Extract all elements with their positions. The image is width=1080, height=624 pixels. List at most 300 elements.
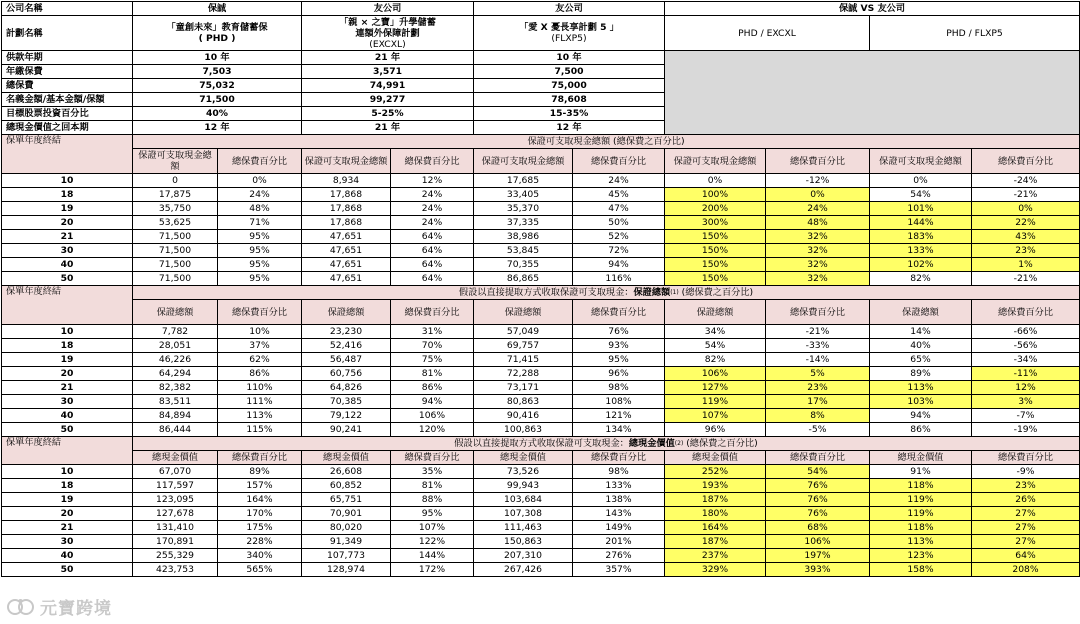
section-title xyxy=(133,135,1080,149)
comparison-value-cell: -19% xyxy=(972,423,1080,437)
plan-value-cell: 69,757 xyxy=(474,339,573,353)
plan-value-cell: 86% xyxy=(391,381,474,395)
watermark-logo-icon xyxy=(6,598,36,616)
comparison-value-cell: 150% xyxy=(665,230,766,244)
comparison-value-cell: -11% xyxy=(972,367,1080,381)
plan-value-cell: 86,865 xyxy=(474,272,573,286)
plan-value-cell: 90,241 xyxy=(302,423,391,437)
comparison-value-cell: 200% xyxy=(665,202,766,216)
policy-year: 19 xyxy=(2,202,133,216)
comparison-value-cell: 24% xyxy=(766,202,870,216)
plan-value-cell: 73,171 xyxy=(474,381,573,395)
comparison-value-cell: 27% xyxy=(972,535,1080,549)
table-row xyxy=(2,493,1080,507)
policy-year: 10 xyxy=(2,174,133,188)
plan-value-cell: 81% xyxy=(391,479,474,493)
comparison-value-cell: 82% xyxy=(665,353,766,367)
policy-year: 20 xyxy=(2,507,133,521)
comparison-value-cell: 300% xyxy=(665,216,766,230)
plan-value-cell: 0% xyxy=(218,174,302,188)
basic-row xyxy=(2,51,1080,65)
policy-year: 20 xyxy=(2,367,133,381)
basic-value: 78,608 xyxy=(474,93,665,107)
basic-value: 75,032 xyxy=(133,79,302,93)
plan-value-cell: 35,750 xyxy=(133,202,218,216)
plan-value-cell: 80,020 xyxy=(302,521,391,535)
comparison-value-cell: 89% xyxy=(870,367,972,381)
section-column-header-row xyxy=(2,149,1080,174)
plan-value-cell: 95% xyxy=(391,507,474,521)
comparison-value-cell: 102% xyxy=(870,258,972,272)
comparison-value-cell: 54% xyxy=(766,465,870,479)
comparison-value-cell: 237% xyxy=(665,549,766,563)
comparison-value-cell: -5% xyxy=(766,423,870,437)
comparison-header-amount: 總現金價值 xyxy=(665,451,766,465)
basic-value: 12 年 xyxy=(133,121,302,135)
company-name-phd: 保誠 xyxy=(133,2,302,16)
plan-value-cell: 71% xyxy=(218,216,302,230)
policy-year: 21 xyxy=(2,521,133,535)
plan-value-cell: 108% xyxy=(573,395,665,409)
comparison-value-cell: 103% xyxy=(870,395,972,409)
basic-value: 21 年 xyxy=(302,51,474,65)
company-row xyxy=(2,2,1080,16)
plan-value-cell: 228% xyxy=(218,535,302,549)
comparison-value-cell: 8% xyxy=(766,409,870,423)
comparison-value-cell: 17% xyxy=(766,395,870,409)
column-header-percent: 總保費百分比 xyxy=(391,300,474,325)
watermark xyxy=(6,594,112,619)
plan-value-cell: 33,405 xyxy=(474,188,573,202)
comparison-value-cell: 197% xyxy=(766,549,870,563)
section-title-footnote: (1) xyxy=(670,289,679,296)
table-row xyxy=(2,479,1080,493)
plan-value-cell: 164% xyxy=(218,493,302,507)
comparison-value-cell: 123% xyxy=(870,549,972,563)
plan-value-cell: 175% xyxy=(218,521,302,535)
plan-value-cell: 107,773 xyxy=(302,549,391,563)
plan-value-cell: 8,934 xyxy=(302,174,391,188)
comparison-header-percent: 總保費百分比 xyxy=(972,149,1080,174)
basic-value: 5-25% xyxy=(302,107,474,121)
plan-value-cell: 52,416 xyxy=(302,339,391,353)
section-title-text: 假設以直接提取方式收取保證可支取現金： xyxy=(454,438,629,449)
plan-value-cell: 71,500 xyxy=(133,244,218,258)
comparison-value-cell: 32% xyxy=(766,258,870,272)
policy-year: 18 xyxy=(2,188,133,202)
plan-value-cell: 117,597 xyxy=(133,479,218,493)
plan-value-cell: 17,868 xyxy=(302,216,391,230)
plan-excxl-name: 「親 × 之寶」升學儲蓄 xyxy=(304,17,471,28)
table-row xyxy=(2,395,1080,409)
section-title-suffix: (總保費之百分比) xyxy=(679,287,753,298)
comparison-value-cell: 208% xyxy=(972,563,1080,577)
policy-year: 30 xyxy=(2,395,133,409)
comparison-value-cell: 64% xyxy=(972,549,1080,563)
plan-value-cell: 83,511 xyxy=(133,395,218,409)
comparison-value-cell: 0% xyxy=(766,188,870,202)
plan-value-cell: 255,329 xyxy=(133,549,218,563)
comparison-value-cell: 14% xyxy=(870,325,972,339)
plan-value-cell: 37,335 xyxy=(474,216,573,230)
plan-value-cell: 75% xyxy=(391,353,474,367)
plan-value-cell: 340% xyxy=(218,549,302,563)
comparison-header-amount: 保證可支取現金總額 xyxy=(665,149,766,174)
plan-value-cell: 84,894 xyxy=(133,409,218,423)
plan-value-cell: 276% xyxy=(573,549,665,563)
plan-value-cell: 76% xyxy=(573,325,665,339)
plan-value-cell: 86,444 xyxy=(133,423,218,437)
basic-label: 名義金額/基本金額/保額 xyxy=(2,93,133,107)
comparison-value-cell: 187% xyxy=(665,535,766,549)
plan-value-cell: 17,868 xyxy=(302,202,391,216)
plan-value-cell: 50% xyxy=(573,216,665,230)
section-column-header-row xyxy=(2,451,1080,465)
comparison-value-cell: 193% xyxy=(665,479,766,493)
comparison-value-cell: 34% xyxy=(665,325,766,339)
section-title-row xyxy=(2,286,1080,300)
comparison-value-cell: 96% xyxy=(665,423,766,437)
plan-value-cell: 95% xyxy=(218,272,302,286)
comparison-value-cell: 118% xyxy=(870,521,972,535)
section-title-emphasis: 保證總額 xyxy=(633,287,670,298)
comparison-value-cell: 86% xyxy=(870,423,972,437)
plan-value-cell: 144% xyxy=(391,549,474,563)
plan-value-cell: 423,753 xyxy=(133,563,218,577)
plan-flxp5 xyxy=(474,16,665,51)
comparison-table xyxy=(1,1,1080,577)
plan-value-cell: 64,826 xyxy=(302,381,391,395)
basic-value: 3,571 xyxy=(302,65,474,79)
column-header-percent: 總保費百分比 xyxy=(573,149,665,174)
plan-value-cell: 91,349 xyxy=(302,535,391,549)
plan-value-cell: 73,526 xyxy=(474,465,573,479)
plan-value-cell: 79,122 xyxy=(302,409,391,423)
policy-year: 50 xyxy=(2,423,133,437)
basic-value: 10 年 xyxy=(474,51,665,65)
comparison-value-cell: 22% xyxy=(972,216,1080,230)
plan-value-cell: 95% xyxy=(218,258,302,272)
plan-value-cell: 35,370 xyxy=(474,202,573,216)
plan-value-cell: 138% xyxy=(573,493,665,507)
plan-value-cell: 81% xyxy=(391,367,474,381)
plan-value-cell: 113% xyxy=(218,409,302,423)
plan-value-cell: 103,684 xyxy=(474,493,573,507)
policy-year: 30 xyxy=(2,244,133,258)
comparison-value-cell: 119% xyxy=(665,395,766,409)
comparison-header-amount: 保證總額 xyxy=(665,300,766,325)
comparison-value-cell: 5% xyxy=(766,367,870,381)
plan-value-cell: 127,678 xyxy=(133,507,218,521)
basic-value: 71,500 xyxy=(133,93,302,107)
plan-value-cell: 71,500 xyxy=(133,272,218,286)
comparison-value-cell: 106% xyxy=(665,367,766,381)
table-row xyxy=(2,423,1080,437)
plan-value-cell: 17,868 xyxy=(302,188,391,202)
plan-value-cell: 134% xyxy=(573,423,665,437)
basic-value: 15-35% xyxy=(474,107,665,121)
basic-value: 7,503 xyxy=(133,65,302,79)
policy-year: 50 xyxy=(2,272,133,286)
basic-label: 供款年期 xyxy=(2,51,133,65)
table-row xyxy=(2,367,1080,381)
policy-year: 21 xyxy=(2,381,133,395)
comparison-value-cell: -66% xyxy=(972,325,1080,339)
plan-value-cell: 128,974 xyxy=(302,563,391,577)
plan-value-cell: 52% xyxy=(573,230,665,244)
plan-value-cell: 88% xyxy=(391,493,474,507)
table-row xyxy=(2,409,1080,423)
plan-value-cell: 60,852 xyxy=(302,479,391,493)
comparison-value-cell: 27% xyxy=(972,521,1080,535)
plan-value-cell: 80,863 xyxy=(474,395,573,409)
comparison-value-cell: 158% xyxy=(870,563,972,577)
plan-label: 計劃名稱 xyxy=(2,16,133,51)
table-row xyxy=(2,507,1080,521)
plan-value-cell: 38,986 xyxy=(474,230,573,244)
comparison-value-cell: -33% xyxy=(766,339,870,353)
plan-value-cell: 98% xyxy=(573,381,665,395)
plan-value-cell: 71,500 xyxy=(133,258,218,272)
plan-value-cell: 86% xyxy=(218,367,302,381)
plan-value-cell: 56,487 xyxy=(302,353,391,367)
comparison-value-cell: -56% xyxy=(972,339,1080,353)
table-row xyxy=(2,272,1080,286)
comparison-header-percent: 總保費百分比 xyxy=(766,149,870,174)
plan-value-cell: 0 xyxy=(133,174,218,188)
plan-value-cell: 10% xyxy=(218,325,302,339)
comparison-value-cell: -9% xyxy=(972,465,1080,479)
comparison-value-cell: -14% xyxy=(766,353,870,367)
plan-value-cell: 170,891 xyxy=(133,535,218,549)
comparison-value-cell: 0% xyxy=(972,202,1080,216)
table-row xyxy=(2,174,1080,188)
comparison-value-cell: -34% xyxy=(972,353,1080,367)
comparison-value-cell: 329% xyxy=(665,563,766,577)
plan-value-cell: 70% xyxy=(391,339,474,353)
section-title-footnote: (2) xyxy=(675,440,684,447)
basic-value: 75,000 xyxy=(474,79,665,93)
policy-year: 40 xyxy=(2,409,133,423)
plan-value-cell: 111% xyxy=(218,395,302,409)
basic-label: 目標股票投資百分比 xyxy=(2,107,133,121)
plan-value-cell: 47,651 xyxy=(302,244,391,258)
plan-value-cell: 149% xyxy=(573,521,665,535)
comparison-value-cell: -12% xyxy=(766,174,870,188)
comparison-value-cell: 107% xyxy=(665,409,766,423)
policy-year: 50 xyxy=(2,563,133,577)
column-header-amount: 總現金價值 xyxy=(133,451,218,465)
column-header-amount: 保證總額 xyxy=(133,300,218,325)
comparison-value-cell: 150% xyxy=(665,244,766,258)
plan-value-cell: 28,051 xyxy=(133,339,218,353)
plan-value-cell: 99,943 xyxy=(474,479,573,493)
policy-year: 19 xyxy=(2,353,133,367)
plan-value-cell: 17,685 xyxy=(474,174,573,188)
comparison-value-cell: -21% xyxy=(972,188,1080,202)
plan-value-cell: 207,310 xyxy=(474,549,573,563)
basic-label: 總現金價值之回本期 xyxy=(2,121,133,135)
basic-value: 40% xyxy=(133,107,302,121)
plan-value-cell: 47,651 xyxy=(302,272,391,286)
year-column-header: 保單年度終結 xyxy=(2,437,133,465)
column-header-amount: 總現金價值 xyxy=(302,451,391,465)
comparison-value-cell: 26% xyxy=(972,493,1080,507)
plan-value-cell: 123,095 xyxy=(133,493,218,507)
comparison-value-cell: 183% xyxy=(870,230,972,244)
comparison-value-cell: 82% xyxy=(870,272,972,286)
comparison-value-cell: 40% xyxy=(870,339,972,353)
comparison-value-cell: -7% xyxy=(972,409,1080,423)
comparison-value-cell: 48% xyxy=(766,216,870,230)
basic-label: 總保費 xyxy=(2,79,133,93)
comparison-value-cell: 76% xyxy=(766,479,870,493)
plan-value-cell: 24% xyxy=(218,188,302,202)
comparison-value-cell: 32% xyxy=(766,272,870,286)
comparison-value-cell: 113% xyxy=(870,535,972,549)
plan-value-cell: 100,863 xyxy=(474,423,573,437)
comparison-value-cell: 23% xyxy=(972,479,1080,493)
plan-value-cell: 131,410 xyxy=(133,521,218,535)
plan-value-cell: 62% xyxy=(218,353,302,367)
comparison-value-cell: 180% xyxy=(665,507,766,521)
plan-value-cell: 267,426 xyxy=(474,563,573,577)
policy-year: 19 xyxy=(2,493,133,507)
plan-value-cell: 89% xyxy=(218,465,302,479)
plan-value-cell: 64,294 xyxy=(133,367,218,381)
plan-excxl-code: (EXCXL) xyxy=(304,39,471,50)
comparison-value-cell: 32% xyxy=(766,244,870,258)
policy-year: 18 xyxy=(2,479,133,493)
plan-value-cell: 70,385 xyxy=(302,395,391,409)
policy-year: 40 xyxy=(2,258,133,272)
comparison-value-cell: 106% xyxy=(766,535,870,549)
plan-value-cell: 95% xyxy=(218,230,302,244)
comparison-value-cell: 133% xyxy=(870,244,972,258)
column-header-amount: 保證可支取現金總額 xyxy=(302,149,391,174)
comparison-value-cell: -21% xyxy=(972,272,1080,286)
comparison-value-cell: 27% xyxy=(972,507,1080,521)
plan-value-cell: 46,226 xyxy=(133,353,218,367)
comparison-value-cell: 91% xyxy=(870,465,972,479)
plan-value-cell: 201% xyxy=(573,535,665,549)
policy-year: 21 xyxy=(2,230,133,244)
plan-flxp5-code: (FLXP5) xyxy=(476,33,662,44)
plan-value-cell: 150,863 xyxy=(474,535,573,549)
comparison-value-cell: -24% xyxy=(972,174,1080,188)
comparison-value-cell: 1% xyxy=(972,258,1080,272)
column-header-percent: 總保費百分比 xyxy=(218,451,302,465)
comparison-value-cell: 68% xyxy=(766,521,870,535)
comparison-header-percent: 總保費百分比 xyxy=(766,300,870,325)
plan-value-cell: 17,875 xyxy=(133,188,218,202)
comparison-header-percent: 總保費百分比 xyxy=(766,451,870,465)
section-title xyxy=(133,437,1080,451)
section-title-emphasis: 總現金價值 xyxy=(629,438,675,449)
plan-value-cell: 357% xyxy=(573,563,665,577)
column-header-percent: 總保費百分比 xyxy=(573,451,665,465)
section-title-row xyxy=(2,135,1080,149)
column-header-percent: 總保費百分比 xyxy=(218,149,302,174)
comparison-header-amount: 保證總額 xyxy=(870,300,972,325)
table-row xyxy=(2,244,1080,258)
plan-value-cell: 121% xyxy=(573,409,665,423)
watermark-text: 元寶跨境 xyxy=(40,594,112,619)
policy-year: 40 xyxy=(2,549,133,563)
comparison-value-cell: 164% xyxy=(665,521,766,535)
plan-value-cell: 37% xyxy=(218,339,302,353)
section-title-text: 假設以直接提取方式收取保證可支取現金： xyxy=(459,287,634,298)
comparison-value-cell: 118% xyxy=(870,479,972,493)
plan-value-cell: 82,382 xyxy=(133,381,218,395)
plan-value-cell: 70,355 xyxy=(474,258,573,272)
comparison-value-cell: 12% xyxy=(972,381,1080,395)
plan-value-cell: 116% xyxy=(573,272,665,286)
section-title-row xyxy=(2,437,1080,451)
plan-value-cell: 53,625 xyxy=(133,216,218,230)
column-header-amount: 保證可支取現金總額 xyxy=(133,149,218,174)
plan-value-cell: 95% xyxy=(573,353,665,367)
table-row xyxy=(2,202,1080,216)
plan-value-cell: 70,901 xyxy=(302,507,391,521)
table-row xyxy=(2,325,1080,339)
plan-value-cell: 57,049 xyxy=(474,325,573,339)
plan-value-cell: 115% xyxy=(218,423,302,437)
plan-value-cell: 98% xyxy=(573,465,665,479)
comparison-value-cell: 23% xyxy=(766,381,870,395)
column-header-amount: 保證總額 xyxy=(474,300,573,325)
comparison-value-cell: 150% xyxy=(665,272,766,286)
policy-year: 10 xyxy=(2,325,133,339)
plan-value-cell: 64% xyxy=(391,230,474,244)
table-row xyxy=(2,258,1080,272)
comparison-value-cell: 3% xyxy=(972,395,1080,409)
plan-value-cell: 47,651 xyxy=(302,258,391,272)
plan-value-cell: 71,500 xyxy=(133,230,218,244)
plan-value-cell: 95% xyxy=(218,244,302,258)
plan-flxp5-name: 「愛 X 憂長享計劃 5 」 xyxy=(476,22,662,33)
plan-value-cell: 47% xyxy=(573,202,665,216)
comparison-value-cell: 113% xyxy=(870,381,972,395)
table-row xyxy=(2,549,1080,563)
comparison-value-cell: 101% xyxy=(870,202,972,216)
company-name-flxp5: 友公司 xyxy=(474,2,665,16)
plan-value-cell: 107,308 xyxy=(474,507,573,521)
plan-value-cell: 53,845 xyxy=(474,244,573,258)
comparison-value-cell: -21% xyxy=(766,325,870,339)
plan-value-cell: 72% xyxy=(573,244,665,258)
section-column-header-row xyxy=(2,300,1080,325)
plan-excxl-name-2: 連額外保障計劃 xyxy=(304,28,471,39)
column-header-amount: 總現金價值 xyxy=(474,451,573,465)
table-row xyxy=(2,188,1080,202)
year-column-header: 保單年度終結 xyxy=(2,286,133,325)
company-name-excxl: 友公司 xyxy=(302,2,474,16)
comparison-value-cell: 127% xyxy=(665,381,766,395)
plan-value-cell: 65,751 xyxy=(302,493,391,507)
comparison-value-cell: 65% xyxy=(870,353,972,367)
plan-value-cell: 71,415 xyxy=(474,353,573,367)
comparison-phd-excxl: PHD / EXCXL xyxy=(665,16,870,51)
comparison-value-cell: 187% xyxy=(665,493,766,507)
table-row xyxy=(2,465,1080,479)
plan-value-cell: 64% xyxy=(391,272,474,286)
basic-value: 21 年 xyxy=(302,121,474,135)
plan-value-cell: 565% xyxy=(218,563,302,577)
basic-value: 7,500 xyxy=(474,65,665,79)
plan-value-cell: 111,463 xyxy=(474,521,573,535)
policy-year: 30 xyxy=(2,535,133,549)
